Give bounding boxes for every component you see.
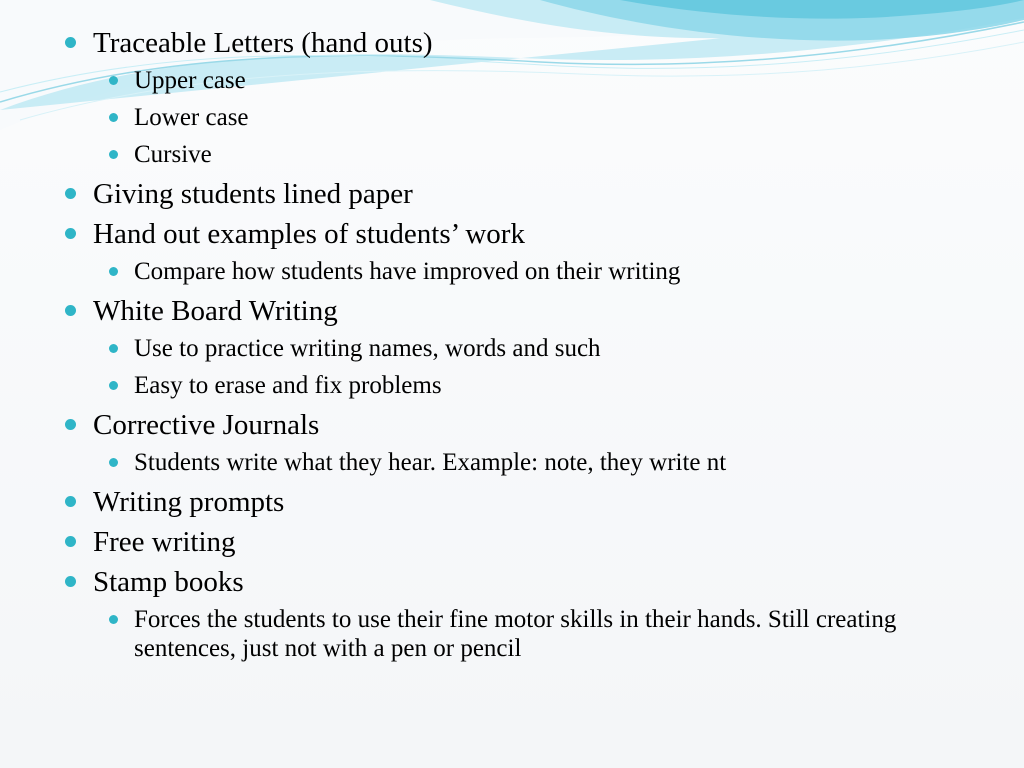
sub-bullet-upper-case <box>62 66 1002 96</box>
bullet-text: Compare how students have improved on their writing <box>134 258 681 285</box>
bullet-text: Forces the students to use their fine motor skills in their hands. Still creating sentences, just not with a pen or pencil <box>134 606 897 662</box>
sub-bullet-cursive <box>62 140 1002 170</box>
bullet-dot-icon <box>109 267 118 276</box>
bullet-dot-icon <box>109 381 118 390</box>
bullet-dot-icon <box>65 228 76 239</box>
sub-bullet-practice-names <box>62 334 1002 364</box>
bullet-text: Traceable Letters (hand outs) <box>93 27 433 59</box>
bullet-dot-icon <box>65 305 76 316</box>
bullet-text: Writing prompts <box>93 486 285 518</box>
bullet-text: Giving students lined paper <box>93 178 413 210</box>
bullet-corrective-journals <box>62 408 1002 442</box>
bullet-white-board-writing <box>62 294 1002 328</box>
bullet-text: Hand out examples of students’ work <box>93 218 525 250</box>
sub-bullet-fine-motor-skills <box>62 605 1002 663</box>
bullet-dot-icon <box>109 76 118 85</box>
bullet-text: Students write what they hear. Example: note, they write nt <box>134 449 727 476</box>
slide-content <box>62 26 1002 670</box>
bullet-writing-prompts <box>62 485 1002 519</box>
bullet-stamp-books <box>62 565 1002 599</box>
bullet-dot-icon <box>109 615 118 624</box>
bullet-dot-icon <box>65 188 76 199</box>
bullet-text: Upper case <box>134 67 246 94</box>
bullet-free-writing <box>62 525 1002 559</box>
sub-bullet-easy-to-erase <box>62 371 1002 401</box>
bullet-dot-icon <box>65 37 76 48</box>
bullet-text: White Board Writing <box>93 295 338 327</box>
bullet-dot-icon <box>109 113 118 122</box>
sub-bullet-lower-case <box>62 103 1002 133</box>
bullet-traceable-letters <box>62 26 1002 60</box>
bullet-text: Free writing <box>93 526 236 558</box>
bullet-text: Use to practice writing names, words and such <box>134 335 601 362</box>
bullet-dot-icon <box>109 458 118 467</box>
bullet-text: Cursive <box>134 141 212 168</box>
bullet-dot-icon <box>65 536 76 547</box>
bullet-dot-icon <box>65 419 76 430</box>
bullet-text: Stamp books <box>93 566 244 598</box>
bullet-text: Easy to erase and fix problems <box>134 372 442 399</box>
bullet-lined-paper <box>62 177 1002 211</box>
bullet-text: Corrective Journals <box>93 409 320 441</box>
bullet-examples-of-work <box>62 217 1002 251</box>
bullet-text: Lower case <box>134 104 249 131</box>
bullet-dot-icon <box>65 496 76 507</box>
bullet-dot-icon <box>109 344 118 353</box>
bullet-dot-icon <box>65 576 76 587</box>
sub-bullet-compare-improvement <box>62 257 1002 287</box>
bullet-dot-icon <box>109 150 118 159</box>
sub-bullet-write-what-they-hear <box>62 448 1002 478</box>
